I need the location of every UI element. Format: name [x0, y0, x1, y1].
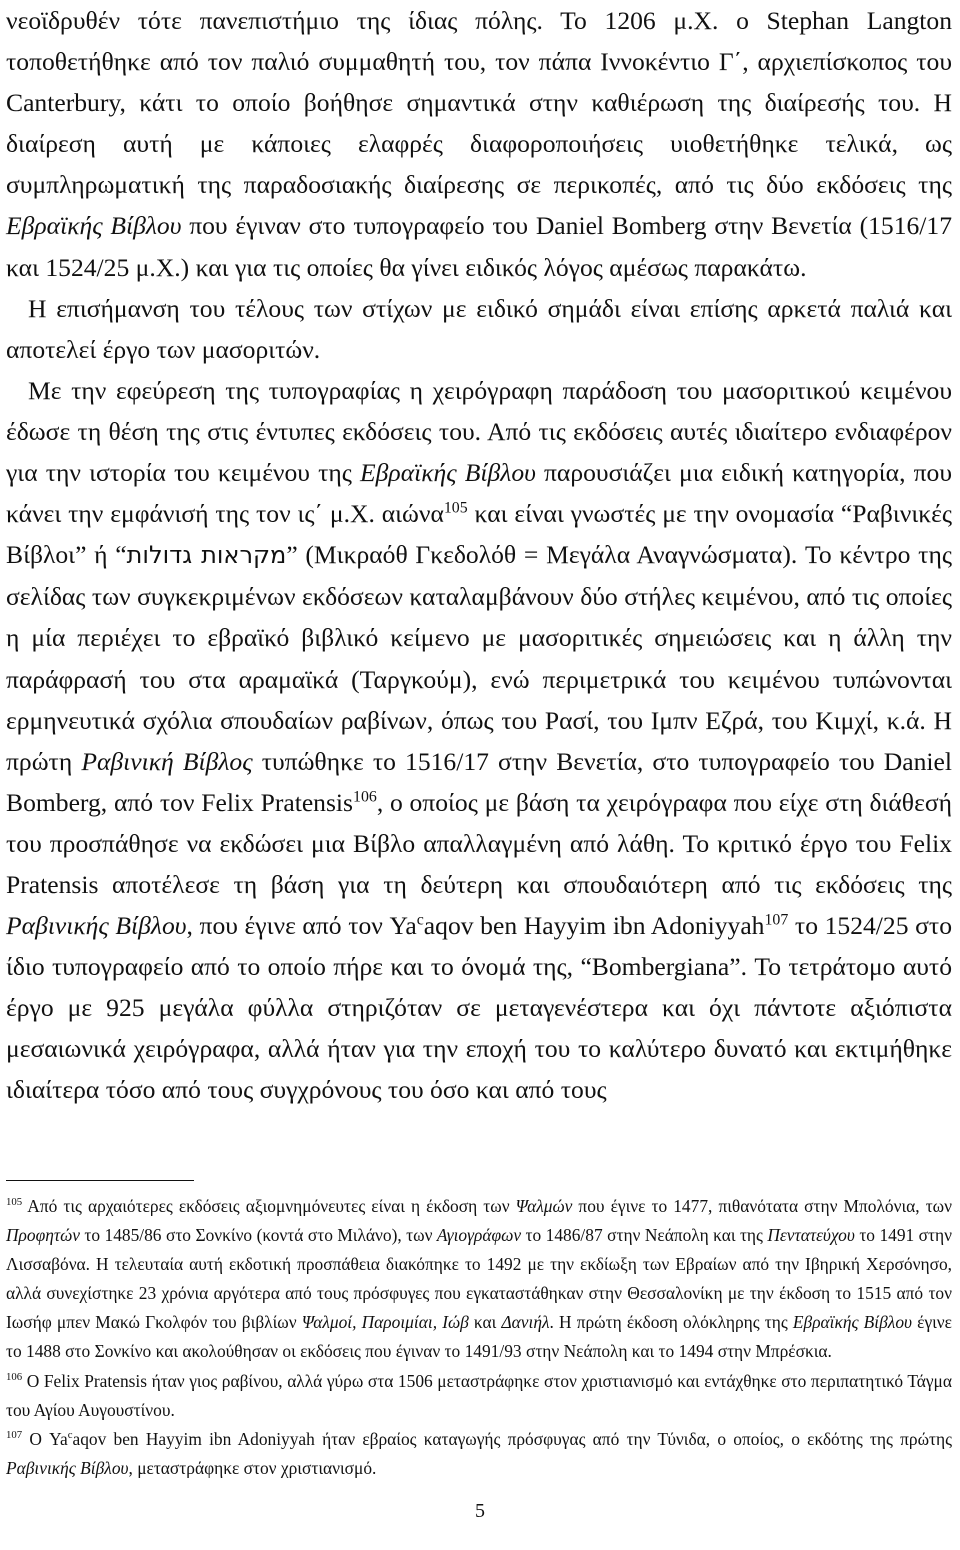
italic-term: Εβραϊκής Βίβλου	[360, 458, 536, 488]
paragraph-3: Με την εφεύρεση της τυπογραφίας η χειρόγραφη παράδοση του μασοριτικού κειμένου έδωσε τη θέση της στις έντυπες εκδόσεις του. Από τις εκδόσεις αυτές ιδιαίτερο ενδιαφέρον για την ιστορία του κειμένου της Εβραϊκής Βίβλου παρουσιάζει μια ειδική κατηγορία, που κάνει την εμφάνισή της τον ις΄ μ.Χ. αιώνα$^{105}$ και είναι γνωστές με την ονομασία “Ραβινικές Βίβλοι” ή “מקראות גדולות” (Μικραόθ Γκεδολόθ = Μεγάλα Αναγνώσματα). Το κέντρο της σελίδας των συγκεκριμένων εκδόσεων καταλαμβάνουν δύο στήλες κειμένου, από τις οποίες η μία περιέχει το εβραϊκό βιβλικό κείμενο με μασοριτικές σημειώσεις και η άλλη την παράφρασή του στα αραμαϊκά (Ταργκούμ), ενώ περιμετρικά του κειμένου τυπώνονται ερμηνευτικά σχόλια σπουδαίων ραβίνων, όπως του Ρασί, του Ιμπν Εζρά, του Κιμχί, κ.ά. Η πρώτη Ραβινική Βίβλος τυπώθηκε το 1516/17 στην Βενετία, στο τυπογραφείο του Daniel Bomberg, από τον Felix Pratensis$^{106}$, ο οποίος με βάση τα χειρόγραφα που είχε στη διάθεσή του προσπάθησε να εκδώσει μια Βίβλο απαλλαγμένη από λάθη. Το κριτικό έργο του Felix Pratensis αποτέλεσε τη βάση για τη δεύτερη και σπουδαιότερη από τις εκδόσεις της Ραβινικής Βίβλου, που έγινε από τον Ya$^c$aqov ben Hayyim ibn Adoniyyah$^{107}$ το 1524/25 στο ίδιο τυπογραφείο από το οποίο πήρε και το όνομά της, “Bombergiana”. Το τετράτομο αυτό έργο με 925 μεγάλα φύλλα στηριζόταν σε μεταγενέστερα και όχι πάντοτε αξιόπιστα μεσαιωνικά χειρόγραφα, αλλά ήταν για την εποχή του το καλύτερο δυνατό και εκτιμήθηκε ιδιαίτερα τόσο από τους συγχρόνους του όσο και από τους	[6, 375, 953, 1105]
footnote-105: $^{105}$ Από τις αρχαιότερες εκδόσεις αξιομνημόνευτες είναι η έκδοση των Ψαλμών που έγινε το 1477, πιθανότατα στην Μπολόνια, των Προφητών το 1485/86 στο Σονκίνο (κοντά στο Μιλάνο), των Αγιογράφων το 1486/87 στην Νεάπολη και της Πεντατεύχου το 1491 στην Λισσαβόνα. Η τελευταία αυτή εκδοτική προσπάθεια διακόπηκε το 1492 με την εκδίωξη των Εβραίων από την Ιβηρική Χερσόνησο, αλλά συνεχίστηκε 23 χρόνια αργότερα από τους πρόσφυγες που εγκαταστάθηκαν στην Θεσσαλονίκη με την έκδοση το 1515 από τον Ιωσήφ μπεν Μακώ Γκολφόν του βιβλίων Ψαλμοί, Παροιμίαι, Ιώβ και Δανιήλ. Η πρώτη έκδοση ολόκληρης της Εβραϊκής Βίβλου έγινε το 1488 στο Σονκίνο και ακολούθησαν οι εκδόσεις που έγιναν το 1491/93 στην Νεάπολη και το 1494 στην Μπρέσκια.	[6, 1196, 952, 1362]
italic-term: Εβραϊκής Βίβλου	[6, 211, 182, 241]
footnote-separator	[6, 1180, 194, 1181]
footnote-ref-106[interactable]: 106	[353, 788, 377, 806]
paragraph-1: νεοϊδρυθέν τότε πανεπιστήμιο της ίδιας πόλης. Το 1206 μ.Χ. ο Stephan Langton τοποθετήθηκε από τον παλιό συμμαθητή του, τον πάπα Ιννοκέντιο Γ΄, αρχιεπίσκοπος του Canterbury, κάτι το οποίο βοήθησε σημαντικά στην καθιέρωση της διαίρεσής του. Η διαίρεση αυτή με κάποιες ελαφρές διαφοροποιήσεις υιοθετήθηκε τελικά, ως συμπληρωματική της παραδοσιακής διαίρεσης σε περικοπές, από τις δύο εκδόσεις της Εβραϊκής Βίβλου που έγιναν στο τυπογραφείο του Daniel Bomberg στην Βενετία (1516/17 και 1524/25 μ.Χ.) και για τις οποίες θα γίνει ειδικός λόγος αμέσως παρακάτω.	[6, 6, 952, 282]
footnote-106: $^{106}$ Ο Felix Pratensis ήταν γιος ραβίνου, αλλά γύρω στα 1506 μεταστράφηκε στον χριστιανισμό και εντάχθηκε στο περιπατητικό Τάγμα του Αγίου Αυγουστίνου.	[6, 1370, 952, 1420]
footnote-number: 107	[6, 1428, 23, 1441]
italic-term: Ραβινικής Βίβλου	[6, 911, 187, 941]
footnote-number: 105	[6, 1196, 23, 1209]
footnote-107: $^{107}$ Ο Ya$^c$aqov ben Hayyim ibn Adoniyyah ήταν εβραίος καταγωγής πρόσφυγας από την Τύνιδα, ο οποίος, ο εκδότης της πρώτης Ραβινικής Βίβλου, μεταστράφηκε στον χριστιανισμό.	[6, 1428, 952, 1478]
page-number: 5	[475, 1500, 485, 1522]
footnote-number: 106	[6, 1370, 23, 1383]
italic-term: Ραβινική Βίβλος	[81, 746, 253, 776]
footnote-ref-105[interactable]: 105	[443, 499, 468, 517]
main-text	[6, 0, 952, 1111]
footnote-ref-107[interactable]: 107	[764, 911, 789, 929]
paragraph-2: Η επισήμανση του τέλους των στίχων με ειδικό σημάδι είναι επίσης αρκετά παλιά και αποτελεί έργο των μασοριτών.	[6, 293, 952, 364]
hebrew-title: מקראות גדולות	[126, 541, 287, 570]
footnotes	[6, 1192, 952, 1483]
superscript-c: c	[416, 911, 424, 929]
